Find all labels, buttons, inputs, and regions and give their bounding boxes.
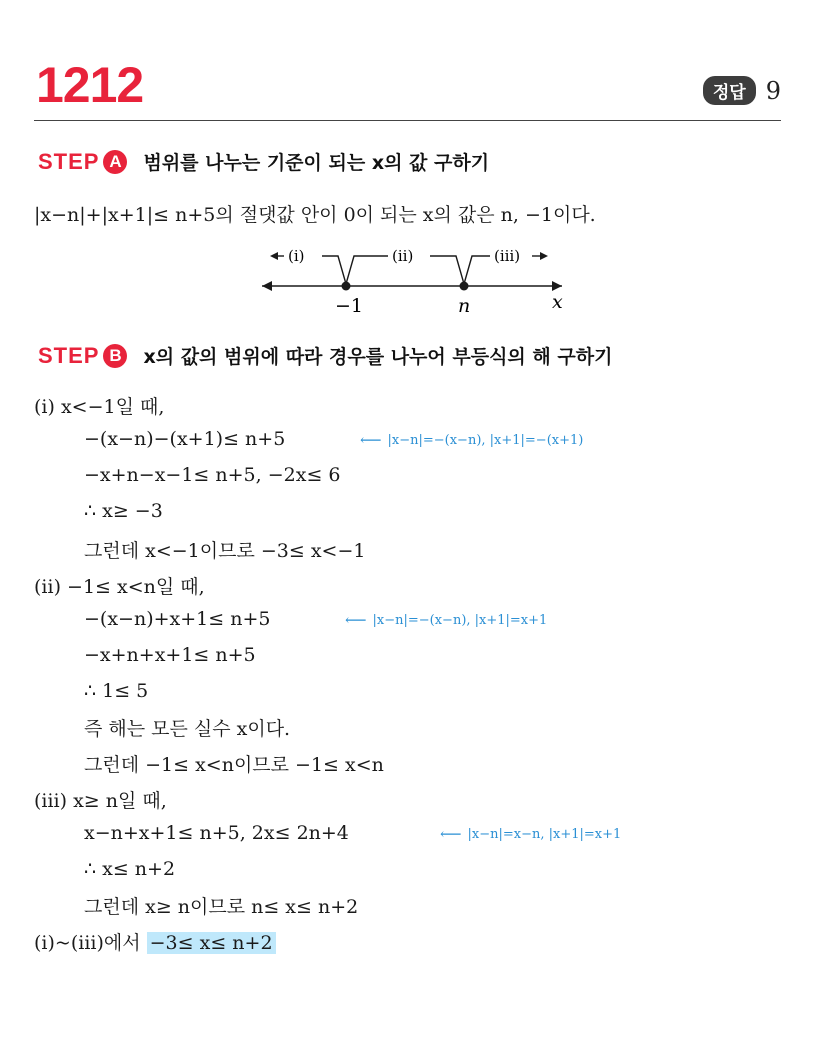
axis-left-arrow: [262, 281, 272, 291]
case1-arrow: [270, 252, 278, 260]
case1-note: [360, 431, 583, 449]
case2-line2: −x+n+x+1≤ n+5: [84, 644, 256, 666]
case2-label: (ⅱ) −1≤ x<n일 때,: [34, 576, 205, 598]
case2-line3: ∴ 1≤ 5: [84, 680, 149, 702]
step-b-heading: [38, 342, 612, 369]
case1-label: (ⅰ): [288, 247, 305, 265]
case3-line2: ∴ x≤ n+2: [84, 858, 176, 880]
case3-line3: 그런데 x≥ n이므로 n≤ x≤ n+2: [84, 896, 359, 918]
axis-label: x: [552, 291, 563, 313]
problem-number: 1212: [36, 57, 144, 113]
point-n: [460, 282, 469, 291]
step-a-word: STEP: [38, 148, 100, 174]
axis-right-arrow: [552, 281, 562, 291]
case-bracket-2: [430, 256, 490, 284]
case-bracket-1: [322, 256, 388, 284]
case2-label: (ⅱ): [392, 247, 414, 265]
left-arrow-icon: ⟵: [345, 611, 367, 629]
step-b-title: x의 값의 범위에 따라 경우를 나누어 부등식의 해 구하기: [143, 346, 613, 368]
step-a-line: |x−n|+|x+1|≤ n+5의 절댓값 안이 0이 되는 x의 값은 n, −1이다.: [34, 204, 596, 226]
case3-arrow: [540, 252, 548, 260]
point-minus-one: [342, 282, 351, 291]
point2-label: n: [458, 295, 471, 317]
answer-badge: 정답: [703, 76, 756, 105]
conclusion: [34, 928, 276, 955]
left-arrow-icon: ⟵: [360, 431, 382, 449]
case3-note-text: |x−n|=x−n, |x+1|=x+1: [467, 826, 622, 842]
answer-area: [703, 76, 781, 105]
header-divider: [34, 120, 781, 121]
case3-line1: x−n+x+1≤ n+5, 2x≤ 2n+4: [84, 822, 349, 844]
number-line-diagram: [0, 236, 815, 326]
answer-value: 9: [765, 76, 781, 105]
case1-line3: ∴ x≥ −3: [84, 500, 163, 522]
case3-label: (ⅲ): [494, 247, 521, 265]
case1-label: (ⅰ) x<−1일 때,: [34, 396, 165, 418]
case3-note: [440, 825, 621, 843]
step-a-letter: A: [103, 150, 127, 174]
case1-line1: −(x−n)−(x+1)≤ n+5: [84, 428, 286, 450]
point1-label: −1: [335, 295, 364, 317]
case2-note: [345, 611, 547, 629]
case2-line4: 즉 해는 모든 실수 x이다.: [84, 718, 291, 740]
step-a-title: 범위를 나누는 기준이 되는 x의 값 구하기: [143, 152, 490, 174]
case1-line4: 그런데 x<−1이므로 −3≤ x<−1: [84, 540, 366, 562]
case1-note-text: |x−n|=−(x−n), |x+1|=−(x+1): [387, 432, 584, 448]
left-arrow-icon: ⟵: [440, 825, 462, 843]
step-b-letter: B: [103, 344, 127, 368]
case2-line1: −(x−n)+x+1≤ n+5: [84, 608, 271, 630]
step-b-word: STEP: [38, 342, 100, 368]
step-a-heading: [38, 148, 489, 175]
case3-label: (ⅲ) x≥ n일 때,: [34, 790, 167, 812]
case2-note-text: |x−n|=−(x−n), |x+1|=x+1: [372, 612, 548, 628]
case1-line2: −x+n−x−1≤ n+5, −2x≤ 6: [84, 464, 341, 486]
case2-line5: 그런데 −1≤ x<n이므로 −1≤ x<n: [84, 754, 384, 776]
conclusion-prefix: (ⅰ)~(ⅲ)에서: [34, 932, 141, 954]
final-answer-highlight: −3≤ x≤ n+2: [147, 932, 276, 954]
